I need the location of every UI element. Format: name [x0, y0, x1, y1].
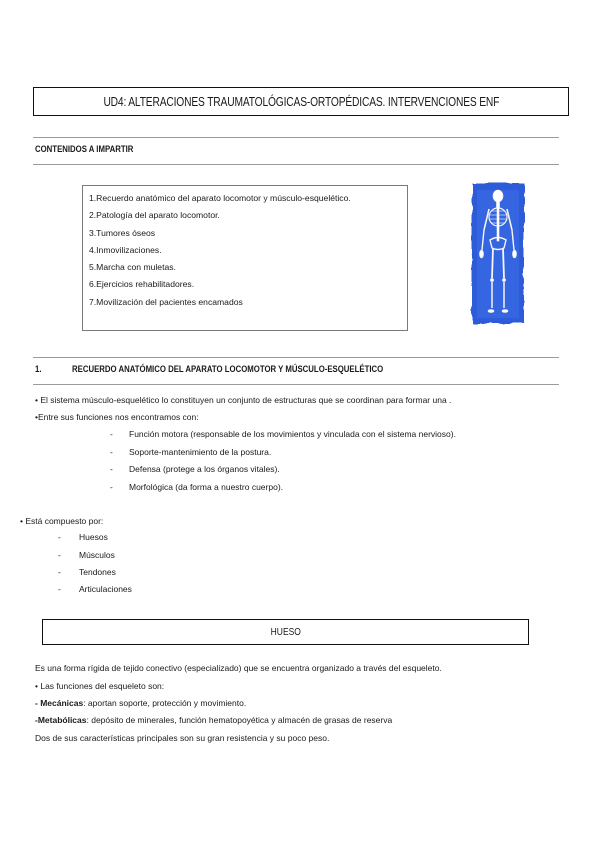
- list-item: Músculos: [79, 550, 115, 560]
- dash: -: [110, 429, 113, 439]
- hueso-heading-text: HUESO: [270, 626, 301, 638]
- section-title: [72, 364, 452, 375]
- list-item: Función motora (responsable de los movimientos y vinculada con el sistema nervioso).: [129, 429, 456, 439]
- dash: -: [58, 550, 61, 560]
- list-item: Morfológica (da forma a nuestro cuerpo).: [129, 482, 284, 492]
- skeleton-functions-intro: • Las funciones del esqueleto son:: [35, 681, 165, 691]
- contents-heading: [35, 144, 155, 155]
- list-item: Soporte-mantenimiento de la postura.: [129, 447, 272, 457]
- dash: -: [110, 482, 113, 492]
- list-item: 4.Inmovilizaciones.: [89, 244, 162, 255]
- dash: -: [58, 532, 61, 542]
- list-item: 3.Tumores óseos: [89, 227, 156, 238]
- document-title-text: UD4: ALTERACIONES TRAUMATOLÓGICAS-ORTOPÉDICAS. INTERVENCIONES ENF: [103, 94, 499, 109]
- contents-heading-text: CONTENIDOS A IMPARTIR: [35, 144, 134, 155]
- metabolicas-text: : depósito de minerales, función hematopoyética y almacén de grasas de reserva: [86, 715, 393, 725]
- dash: -: [110, 464, 113, 474]
- hueso-heading: [42, 619, 529, 645]
- metabolicas-line: [35, 715, 392, 725]
- section-number: [35, 364, 43, 375]
- dash: -: [58, 567, 61, 577]
- section-number-text: 1.: [35, 364, 42, 375]
- list-item: 6.Ejercicios rehabilitadores.: [89, 279, 195, 290]
- divider: [33, 384, 559, 385]
- mecanicas-text: : aportan soporte, protección y movimiento.: [83, 698, 247, 708]
- list-item: Tendones: [79, 567, 116, 577]
- hueso-definition: Es una forma rígida de tejido conectivo (especializado) que se encuentra organizado a través del esqueleto.: [35, 663, 442, 673]
- mecanicas-line: [35, 698, 246, 708]
- list-item: 5.Marcha con muletas.: [89, 262, 176, 273]
- list-item: 1.Recuerdo anatómico del aparato locomotor y músculo-esquelético.: [89, 193, 351, 203]
- list-item: 2.Patología del aparato locomotor.: [89, 210, 220, 221]
- contents-list: [82, 185, 408, 331]
- dash: -: [58, 584, 61, 594]
- section-intro: • El sistema músculo-esquelético lo constituyen un conjunto de estructuras que se coordinan para formar una .: [35, 395, 452, 405]
- list-item: Articulaciones: [79, 584, 132, 594]
- list-item: Defensa (protege a los órganos vitales).: [129, 464, 280, 474]
- characteristics: Dos de sus características principales son su gran resistencia y su poco peso.: [35, 733, 330, 743]
- divider: [33, 164, 559, 165]
- divider: [33, 357, 559, 358]
- composed-intro: • Está compuesto por:: [20, 516, 104, 526]
- list-item: 7.Movilización del pacientes encamados: [89, 296, 243, 307]
- divider: [33, 137, 559, 138]
- section-title-text: RECUERDO ANATÓMICO DEL APARATO LOCOMOTOR Y MÚSCULO-ESQUELÉTICO: [72, 364, 384, 375]
- functions-intro: •Entre sus funciones nos encontramos con:: [35, 412, 199, 422]
- skeleton-image: [469, 180, 527, 326]
- mecanicas-label: - Mecánicas: [35, 698, 84, 708]
- document-title: [33, 87, 569, 116]
- dash: -: [110, 447, 113, 457]
- metabolicas-label: -Metabólicas: [35, 715, 87, 725]
- list-item: Huesos: [79, 532, 108, 542]
